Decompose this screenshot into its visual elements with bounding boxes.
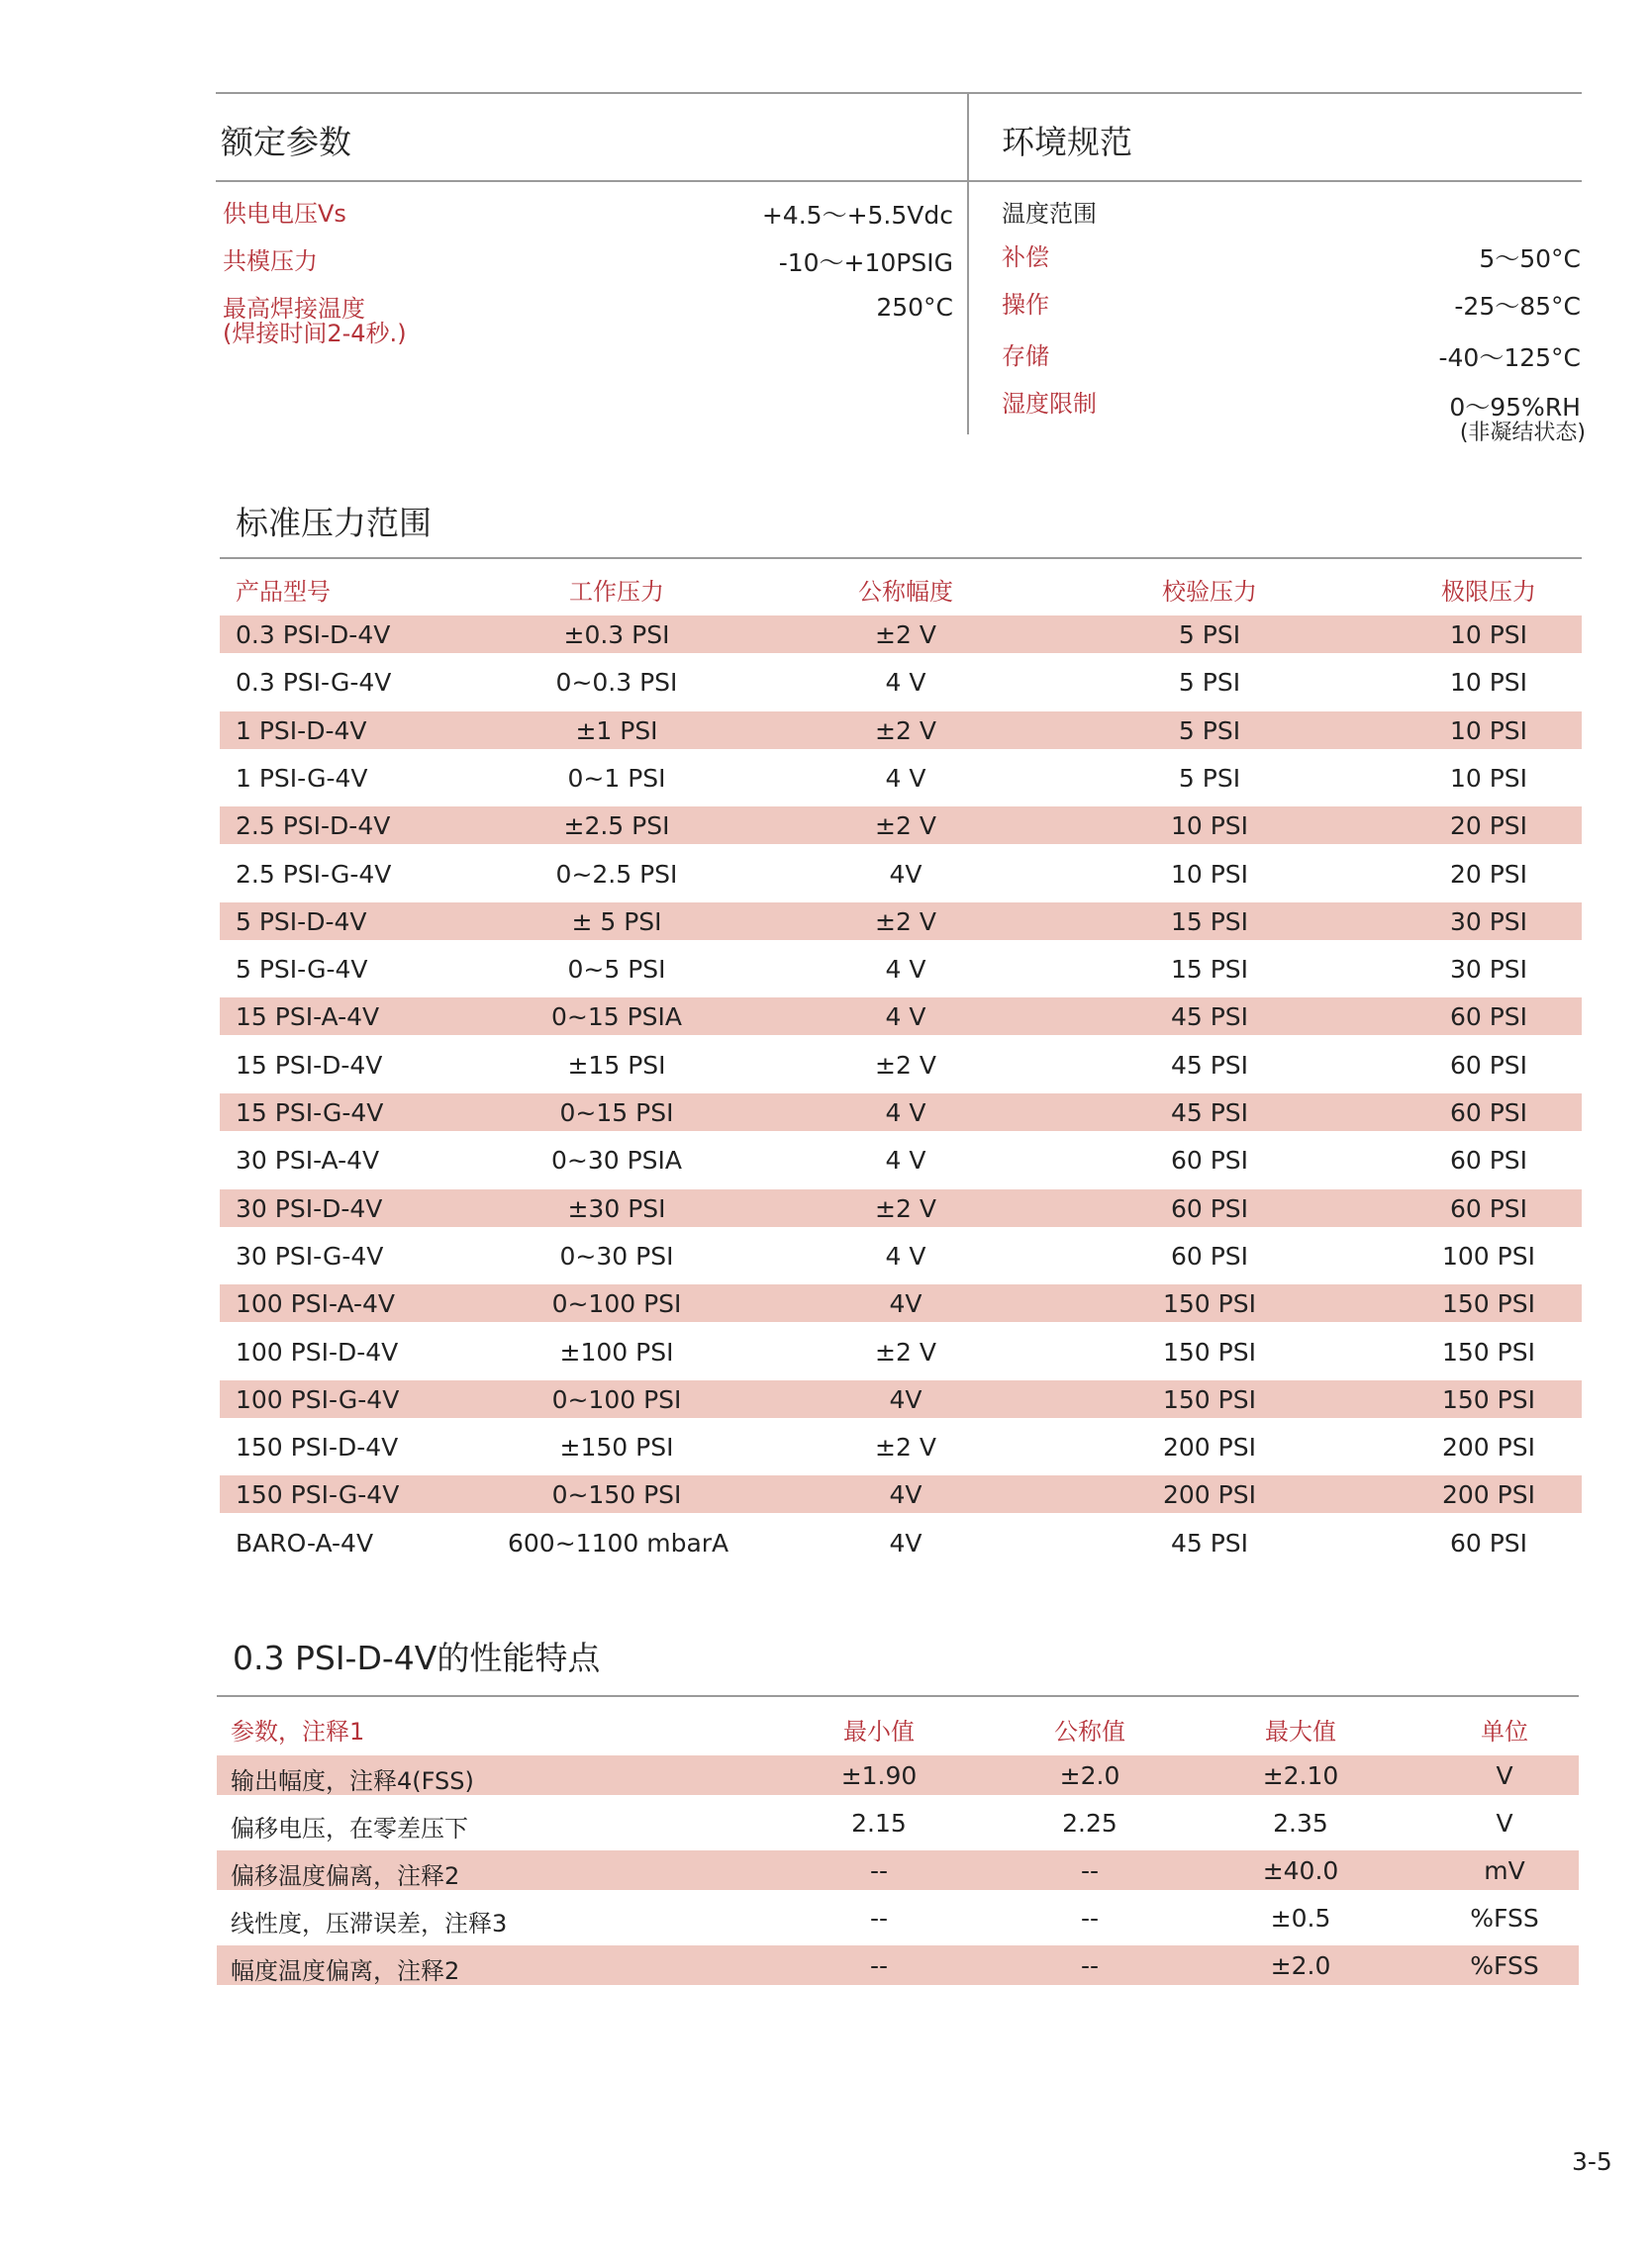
ranges-cell: 15 PSI: [1170, 906, 1249, 936]
ranges-cell: 200 PSI: [1163, 1433, 1256, 1463]
ranges-cell-model: 30 PSI-D-4V: [236, 1193, 383, 1223]
ranges-title: 标准压力范围: [236, 504, 432, 542]
perf-cell-parameter: 偏移电压，在零差压下: [231, 1815, 468, 1843]
ranges-cell: 10 PSI: [1449, 763, 1528, 793]
env-value-storage: -40～125°C: [1438, 343, 1581, 372]
ranges-cell: 30 PSI: [1449, 906, 1528, 936]
ranges-cell-model: 1 PSI-D-4V: [236, 715, 367, 745]
ranges-header-0: 产品型号: [236, 578, 331, 606]
ranges-cell: 150 PSI: [1163, 1384, 1256, 1414]
perf-cell: --: [869, 1856, 889, 1885]
ranges-cell: 150 PSI: [1442, 1289, 1535, 1319]
ranges-cell: 4V: [889, 859, 923, 889]
ranges-cell: ±2 V: [875, 811, 936, 841]
ranges-cell: 20 PSI: [1449, 811, 1528, 841]
ranges-cell: ±2 V: [875, 620, 936, 649]
ranges-cell: 60 PSI: [1449, 1002, 1528, 1032]
env-label-storage: 存储: [1002, 342, 1049, 370]
ranges-rule: [220, 557, 1582, 559]
ranges-cell: 150 PSI: [1163, 1289, 1256, 1319]
env-label-compensated: 补偿: [1002, 243, 1049, 271]
ranges-cell: 0~1 PSI: [567, 763, 666, 793]
perf-cell: --: [869, 1904, 889, 1933]
ranges-header-2: 公称幅度: [858, 578, 953, 606]
ranges-cell: 4 V: [885, 955, 926, 985]
ranges-cell: ±2 V: [875, 1337, 936, 1367]
ranges-cell: 60 PSI: [1449, 1050, 1528, 1080]
env-value-operating: -25～85°C: [1454, 292, 1581, 321]
ranges-cell: 10 PSI: [1449, 715, 1528, 745]
ranges-cell-model: 0.3 PSI-G-4V: [236, 668, 392, 698]
ranges-cell-model: 100 PSI-D-4V: [236, 1337, 399, 1367]
ranges-cell: 150 PSI: [1163, 1337, 1256, 1367]
ranges-cell: ±2 V: [875, 1193, 936, 1223]
ranges-cell: 4 V: [885, 1241, 926, 1271]
perf-cell-parameter: 线性度，压滞误差，注释3: [231, 1910, 508, 1937]
perf-cell-parameter: 输出幅度，注释4(FSS): [231, 1767, 474, 1795]
ranges-cell: ±2 V: [875, 1433, 936, 1463]
rated-value-common-mode: -10～+10PSIG: [778, 248, 953, 277]
env-title: 环境规范: [1002, 123, 1132, 161]
ranges-cell: 4 V: [885, 763, 926, 793]
ranges-cell: 60 PSI: [1449, 1528, 1528, 1558]
ranges-cell-model: 30 PSI-G-4V: [236, 1241, 384, 1271]
ranges-cell-model: 150 PSI-G-4V: [236, 1480, 400, 1510]
ranges-cell: 0~15 PSI: [559, 1098, 674, 1127]
ranges-cell: ± 5 PSI: [571, 906, 662, 936]
ranges-cell: 0~100 PSI: [551, 1289, 682, 1319]
perf-cell: ±40.0: [1262, 1856, 1339, 1885]
ranges-cell: 20 PSI: [1449, 859, 1528, 889]
ranges-cell-model: 15 PSI-A-4V: [236, 1002, 380, 1032]
ranges-cell: 45 PSI: [1170, 1002, 1249, 1032]
ranges-cell: 0~100 PSI: [551, 1384, 682, 1414]
ranges-cell: ±150 PSI: [559, 1433, 674, 1463]
ranges-cell-model: 15 PSI-D-4V: [236, 1050, 383, 1080]
perf-cell: V: [1496, 1809, 1513, 1838]
ranges-cell-model: 5 PSI-D-4V: [236, 906, 367, 936]
ranges-cell: 60 PSI: [1449, 1098, 1528, 1127]
env-label-operating: 操作: [1002, 291, 1049, 319]
page-number: 3-5: [1572, 2147, 1612, 2176]
perf-header-4: 单位: [1481, 1718, 1528, 1746]
perf-title: 0.3 PSI-D-4V的性能特点: [233, 1639, 601, 1677]
rated-value-supply: +4.5～+5.5Vdc: [761, 201, 953, 230]
env-value-humidity: 0～95%RH: [1449, 393, 1581, 422]
perf-cell: 2.35: [1273, 1809, 1328, 1838]
ranges-cell: 200 PSI: [1442, 1480, 1535, 1510]
ranges-cell: 5 PSI: [1178, 668, 1241, 698]
perf-cell: %FSS: [1470, 1951, 1539, 1980]
ranges-cell: 4 V: [885, 668, 926, 698]
perf-cell: --: [869, 1951, 889, 1980]
ranges-cell-model: 1 PSI-G-4V: [236, 763, 368, 793]
header-rule: [216, 180, 1582, 182]
ranges-cell: 60 PSI: [1449, 1146, 1528, 1176]
ranges-cell: 0~15 PSIA: [550, 1002, 683, 1032]
perf-cell: 2.15: [851, 1809, 907, 1838]
ranges-cell: 4V: [889, 1289, 923, 1319]
ranges-header-1: 工作压力: [569, 578, 664, 606]
perf-header-0: 参数，注释1: [231, 1718, 365, 1746]
perf-cell: --: [1080, 1951, 1100, 1980]
ranges-cell: ±2 V: [875, 1050, 936, 1080]
ranges-cell: 10 PSI: [1170, 859, 1249, 889]
perf-cell: --: [1080, 1904, 1100, 1933]
ranges-cell: 200 PSI: [1163, 1480, 1256, 1510]
ranges-cell: 60 PSI: [1170, 1193, 1249, 1223]
ranges-cell: 4V: [889, 1528, 923, 1558]
perf-cell: %FSS: [1470, 1904, 1539, 1933]
ranges-cell-model: 100 PSI-A-4V: [236, 1289, 396, 1319]
rated-label-solder-time: (焊接时间2-4秒.): [223, 320, 407, 347]
perf-cell: ±2.0: [1059, 1761, 1120, 1790]
perf-cell-parameter: 偏移温度偏离，注释2: [231, 1862, 460, 1890]
rated-label-common-mode: 共模压力: [223, 247, 318, 275]
ranges-cell: 4V: [889, 1480, 923, 1510]
ranges-cell: 4 V: [885, 1146, 926, 1176]
ranges-cell: ±0.3 PSI: [563, 620, 670, 649]
ranges-cell-model: 150 PSI-D-4V: [236, 1433, 399, 1463]
ranges-cell: 100 PSI: [1442, 1241, 1535, 1271]
ranges-cell: 600~1100 mbarA: [508, 1528, 729, 1558]
ranges-cell: 45 PSI: [1170, 1528, 1249, 1558]
column-divider: [967, 93, 969, 434]
perf-rule: [217, 1695, 1579, 1697]
ranges-cell: 5 PSI: [1178, 715, 1241, 745]
rated-label-supply: 供电电压Vs: [223, 200, 346, 228]
ranges-cell: 60 PSI: [1449, 1193, 1528, 1223]
perf-cell: ±2.10: [1262, 1761, 1339, 1790]
ranges-cell: 60 PSI: [1170, 1146, 1249, 1176]
perf-cell: mV: [1484, 1856, 1525, 1885]
ranges-header-4: 极限压力: [1441, 578, 1536, 606]
ranges-cell: ±100 PSI: [559, 1337, 674, 1367]
ranges-cell: 45 PSI: [1170, 1050, 1249, 1080]
perf-cell-parameter: 幅度温度偏离，注释2: [231, 1957, 460, 1985]
ranges-cell-model: 5 PSI-G-4V: [236, 955, 368, 985]
ranges-cell-model: 15 PSI-G-4V: [236, 1098, 384, 1127]
perf-cell: --: [1080, 1856, 1100, 1885]
top-rule: [216, 92, 1582, 94]
env-value-compensated: 5～50°C: [1479, 244, 1581, 273]
perf-cell: ±2.0: [1270, 1951, 1331, 1980]
ranges-cell: 150 PSI: [1442, 1384, 1535, 1414]
ranges-cell-model: 30 PSI-A-4V: [236, 1146, 380, 1176]
env-value-humidity-note: (非凝结状态): [1459, 421, 1586, 445]
ranges-cell: ±1 PSI: [575, 715, 658, 745]
ranges-cell: 0~0.3 PSI: [555, 668, 678, 698]
ranges-cell: 0~2.5 PSI: [555, 859, 678, 889]
ranges-cell-model: 2.5 PSI-D-4V: [236, 811, 391, 841]
ranges-cell: 4 V: [885, 1002, 926, 1032]
rated-title: 额定参数: [221, 123, 351, 161]
perf-cell: ±0.5: [1270, 1904, 1331, 1933]
ranges-cell: 10 PSI: [1170, 811, 1249, 841]
ranges-cell: 10 PSI: [1449, 668, 1528, 698]
ranges-cell: 60 PSI: [1170, 1241, 1249, 1271]
ranges-cell: 5 PSI: [1178, 763, 1241, 793]
ranges-cell: 45 PSI: [1170, 1098, 1249, 1127]
rated-label-solder-temp: 最高焊接温度: [223, 295, 365, 323]
ranges-cell: 15 PSI: [1170, 955, 1249, 985]
perf-cell: 2.25: [1062, 1809, 1117, 1838]
ranges-cell: 200 PSI: [1442, 1433, 1535, 1463]
ranges-header-3: 校验压力: [1162, 578, 1257, 606]
env-label-humidity: 湿度限制: [1002, 390, 1097, 418]
ranges-cell: 0~30 PSI: [559, 1241, 674, 1271]
ranges-cell-model: 2.5 PSI-G-4V: [236, 859, 392, 889]
ranges-cell: 0~150 PSI: [551, 1480, 682, 1510]
ranges-cell: ±15 PSI: [567, 1050, 666, 1080]
ranges-cell: 0~5 PSI: [567, 955, 666, 985]
perf-cell: V: [1496, 1761, 1513, 1790]
perf-header-2: 公称值: [1054, 1718, 1125, 1746]
perf-header-3: 最大值: [1265, 1718, 1336, 1746]
ranges-cell: ±30 PSI: [567, 1193, 666, 1223]
ranges-cell: 150 PSI: [1442, 1337, 1535, 1367]
ranges-cell: 10 PSI: [1449, 620, 1528, 649]
ranges-cell-model: 100 PSI-G-4V: [236, 1384, 400, 1414]
ranges-cell-model: 0.3 PSI-D-4V: [236, 620, 391, 649]
ranges-cell: ±2.5 PSI: [563, 811, 670, 841]
ranges-cell: ±2 V: [875, 715, 936, 745]
perf-cell: ±1.90: [840, 1761, 918, 1790]
env-temp-title: 温度范围: [1002, 200, 1097, 228]
ranges-cell: 5 PSI: [1178, 620, 1241, 649]
ranges-cell-model: BARO-A-4V: [236, 1528, 374, 1558]
rated-value-solder-temp: 250°C: [876, 293, 953, 322]
ranges-cell: ±2 V: [875, 906, 936, 936]
ranges-cell: 30 PSI: [1449, 955, 1528, 985]
ranges-cell: 4 V: [885, 1098, 926, 1127]
perf-header-1: 最小值: [843, 1718, 915, 1746]
ranges-cell: 4V: [889, 1384, 923, 1414]
ranges-cell: 0~30 PSIA: [550, 1146, 683, 1176]
